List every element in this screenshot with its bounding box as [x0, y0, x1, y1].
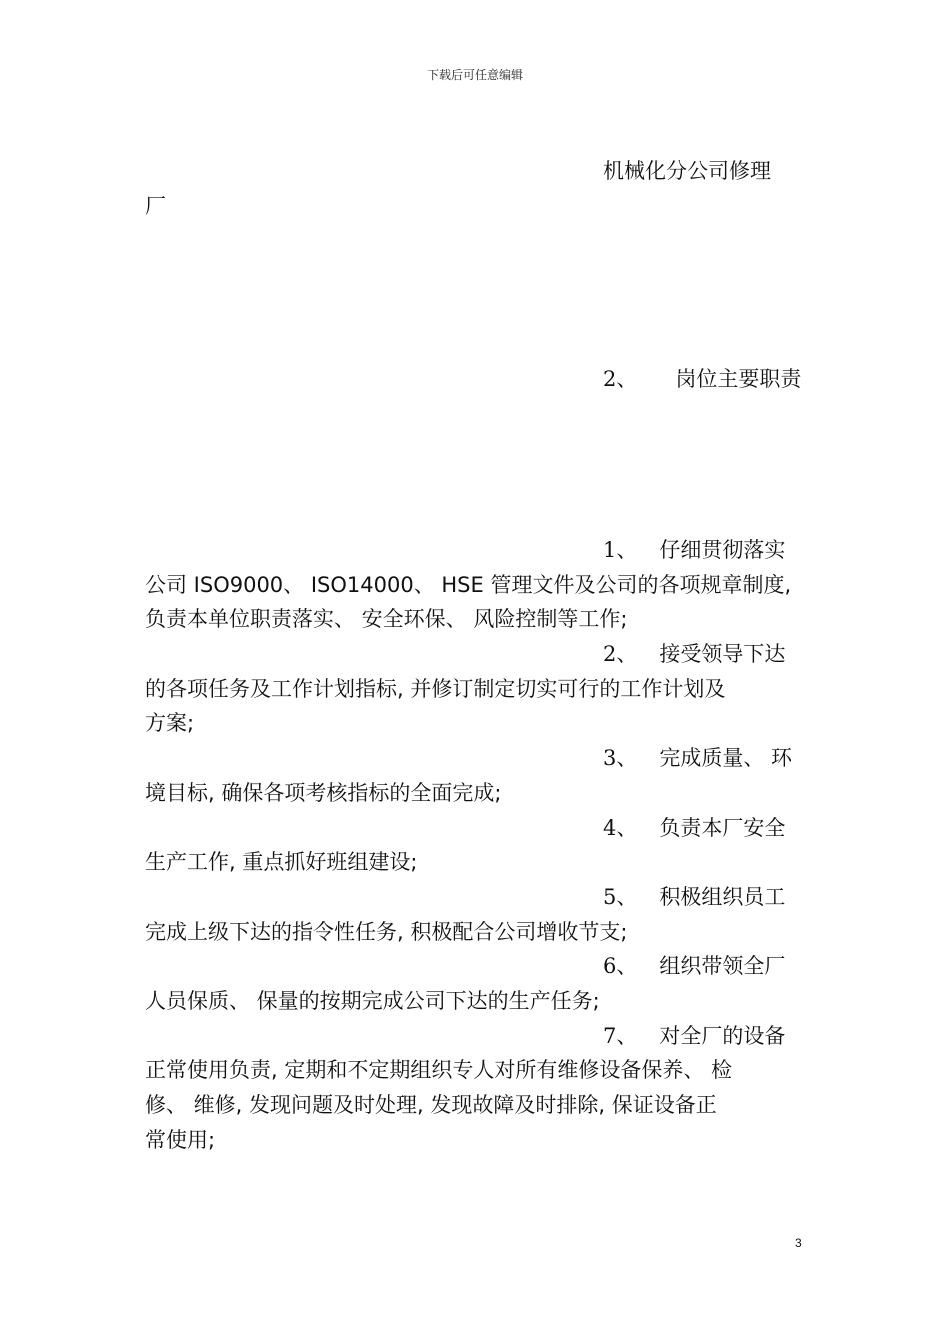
duty-number: 7、	[603, 1024, 638, 1048]
duty-lead-text: 组织带领全厂	[659, 954, 786, 978]
section-heading	[603, 366, 801, 392]
duty-1-lead	[603, 537, 785, 563]
duty-lead-text: 完成质量、 环	[659, 746, 793, 770]
duty-number: 4、	[603, 816, 638, 840]
page-number: 3	[795, 1236, 802, 1250]
duty-7-lead	[603, 1023, 785, 1049]
duty-2-text: 方案;	[145, 711, 195, 735]
duty-lead-text: 对全厂的设备	[659, 1024, 786, 1048]
duty-6-text: 人员保质、 保量的按期完成公司下达的生产任务;	[145, 989, 600, 1013]
title-line-2: 厂	[145, 194, 166, 218]
duty-number: 1、	[603, 538, 638, 562]
duty-4-text: 生产工作, 重点抓好班组建设;	[145, 850, 418, 874]
duty-1-text: 公司 ISO9000、 ISO14000、 HSE 管理文件及公司的各项规章制度,	[145, 573, 792, 597]
duty-lead-text: 接受领导下达	[659, 642, 786, 666]
section-title: 岗位主要职责	[675, 367, 802, 391]
duty-2-lead	[603, 641, 785, 667]
title-line-1: 机械化分公司修理	[603, 159, 771, 183]
page-header: 下载后可任意编辑	[426, 68, 523, 82]
duty-3-text: 境目标, 确保各项考核指标的全面完成;	[145, 781, 502, 805]
section-number: 2、	[603, 367, 638, 391]
duty-2-text: 的各项任务及工作计划指标, 并修订制定切实可行的工作计划及	[145, 677, 726, 701]
duty-1-text: 负责本单位职责落实、 安全环保、 风险控制等工作;	[145, 607, 628, 631]
duty-3-lead	[603, 745, 792, 771]
duty-lead-text: 积极组织员工	[659, 885, 786, 909]
duty-6-lead	[603, 953, 785, 979]
duty-7-text: 正常使用负责, 定期和不定期组织专人对所有维修设备保养、 检	[145, 1058, 733, 1082]
duty-7-text: 常使用;	[145, 1128, 216, 1152]
duty-number: 3、	[603, 746, 638, 770]
duty-number: 6、	[603, 954, 638, 978]
duty-lead-text: 负责本厂安全	[659, 816, 786, 840]
duty-number: 2、	[603, 642, 638, 666]
duty-7-text: 修、 维修, 发现问题及时处理, 发现故障及时排除, 保证设备正	[145, 1093, 717, 1117]
duty-5-lead	[603, 884, 785, 910]
duty-4-lead	[603, 815, 785, 841]
duty-number: 5、	[603, 885, 638, 909]
duty-5-text: 完成上级下达的指令性任务, 积极配合公司增收节支;	[145, 920, 628, 944]
duty-lead-text: 仔细贯彻落实	[659, 538, 786, 562]
